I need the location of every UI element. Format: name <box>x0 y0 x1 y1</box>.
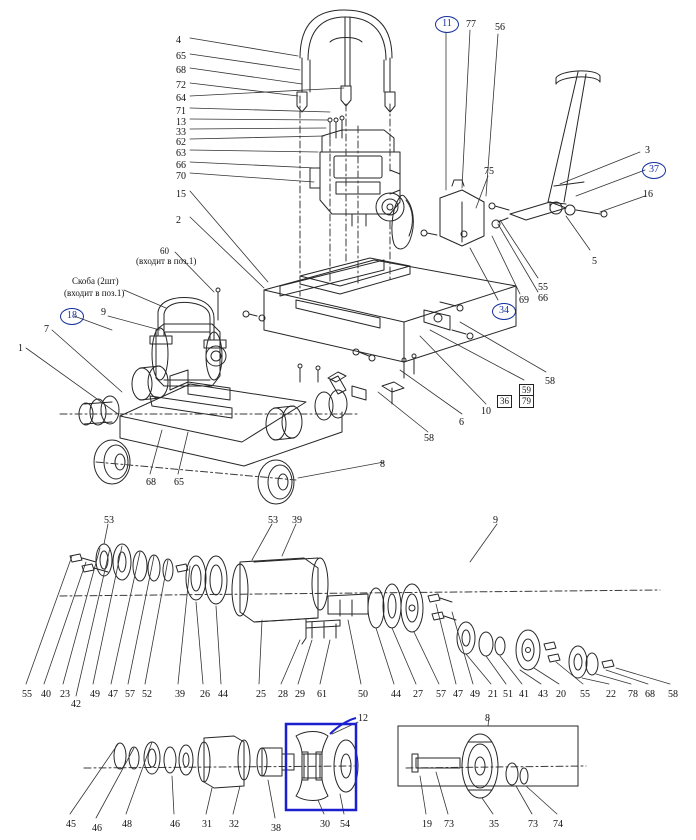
callout-53: 53 <box>104 515 114 526</box>
callout-64: 64 <box>176 93 186 104</box>
callout-66: 66 <box>538 293 548 304</box>
callout-16: 16 <box>643 189 653 200</box>
callout-63: 63 <box>176 148 186 159</box>
callout-69: 69 <box>519 295 529 306</box>
callout-mid-57: 57 <box>125 689 135 700</box>
callout-71: 71 <box>176 106 186 117</box>
callout-mid-27: 27 <box>413 689 423 700</box>
callout-mid-20: 20 <box>556 689 566 700</box>
callout-56: 56 <box>495 22 505 33</box>
callout-mid-23: 23 <box>60 689 70 700</box>
callout-mid-26: 26 <box>200 689 210 700</box>
callout-mid-78: 78 <box>628 689 638 700</box>
callout-mid-61: 61 <box>317 689 327 700</box>
callout-mid-43: 43 <box>538 689 548 700</box>
callout-58: 58 <box>545 376 555 387</box>
callout-mid-44: 44 <box>391 689 401 700</box>
callout-mid-68: 68 <box>645 689 655 700</box>
callout-bottom-38: 38 <box>271 823 281 834</box>
callout-4: 4 <box>176 35 181 46</box>
callout-33: 33 <box>176 127 186 138</box>
callout-6: 6 <box>459 417 464 428</box>
callout-66: 66 <box>176 160 186 171</box>
callout-7: 7 <box>44 324 49 335</box>
callout-mid-47: 47 <box>108 689 118 700</box>
callout-77: 77 <box>466 19 476 30</box>
callout-bottom-48: 48 <box>122 819 132 830</box>
callout-12: 12 <box>358 713 368 724</box>
callout-bottom-35: 35 <box>489 819 499 830</box>
callout-bottom-32: 32 <box>229 819 239 830</box>
callout-72: 72 <box>176 80 186 91</box>
callout-bottom-31: 31 <box>202 819 212 830</box>
callout-mid-51: 51 <box>503 689 513 700</box>
callout-13: 13 <box>176 117 186 128</box>
note-note-60b: (входит в поз.1) <box>136 256 197 266</box>
callout-3: 3 <box>645 145 650 156</box>
callout-10: 10 <box>481 406 491 417</box>
callout-mid-25: 25 <box>256 689 266 700</box>
callout-68: 68 <box>146 477 156 488</box>
callout-mid-55: 55 <box>580 689 590 700</box>
callout-mid-58: 58 <box>668 689 678 700</box>
callout-55: 55 <box>538 282 548 293</box>
note-note-skoba: Скоба (2шт) <box>72 276 119 286</box>
callout-bottom-73: 73 <box>528 819 538 830</box>
circled-callout-label: 11 <box>435 16 459 33</box>
callout-53: 53 <box>268 515 278 526</box>
callout-5: 5 <box>592 256 597 267</box>
boxed-callout-label: 79 <box>519 395 534 408</box>
callout-2: 2 <box>176 215 181 226</box>
callout-mid-55: 55 <box>22 689 32 700</box>
callout-1: 1 <box>18 343 23 354</box>
callout-65: 65 <box>174 477 184 488</box>
callout-9: 9 <box>493 515 498 526</box>
circled-callout-label: 18 <box>60 308 84 325</box>
callout-58: 58 <box>424 433 434 444</box>
callout-75: 75 <box>484 166 494 177</box>
callout-mid-47: 47 <box>453 689 463 700</box>
callout-15: 15 <box>176 189 186 200</box>
callout-8: 8 <box>485 713 490 724</box>
circled-callout-34 <box>492 303 516 320</box>
circled-callout-37 <box>642 162 666 179</box>
callout-mid-57: 57 <box>436 689 446 700</box>
boxed-callout-79 <box>519 395 534 408</box>
callout-70: 70 <box>176 171 186 182</box>
callout-bottom-46: 46 <box>92 823 102 834</box>
callout-8: 8 <box>380 459 385 470</box>
boxed-callout-36 <box>497 395 512 408</box>
callout-bottom-30: 30 <box>320 819 330 830</box>
callout-39: 39 <box>292 515 302 526</box>
callout-mid-41: 41 <box>519 689 529 700</box>
callout-mid-42: 42 <box>71 699 81 710</box>
callout-62: 62 <box>176 137 186 148</box>
callout-mid-21: 21 <box>488 689 498 700</box>
callout-68: 68 <box>176 65 186 76</box>
callout-mid-22: 22 <box>606 689 616 700</box>
callout-mid-40: 40 <box>41 689 51 700</box>
circled-callout-18 <box>60 308 84 325</box>
note-note-60: 60 <box>160 246 169 256</box>
callout-mid-52: 52 <box>142 689 152 700</box>
callout-mid-29: 29 <box>295 689 305 700</box>
callout-9: 9 <box>101 307 106 318</box>
circled-callout-label: 37 <box>642 162 666 179</box>
callout-mid-50: 50 <box>358 689 368 700</box>
callout-65: 65 <box>176 51 186 62</box>
boxed-callout-label: 59 <box>519 384 534 397</box>
boxed-callout-label: 36 <box>497 395 512 408</box>
callout-bottom-19: 19 <box>422 819 432 830</box>
callout-bottom-74: 74 <box>553 819 563 830</box>
circled-callout-label: 34 <box>492 303 516 320</box>
callout-mid-39: 39 <box>175 689 185 700</box>
callout-mid-44: 44 <box>218 689 228 700</box>
callout-bottom-54: 54 <box>340 819 350 830</box>
callout-bottom-46: 46 <box>170 819 180 830</box>
callout-bottom-45: 45 <box>66 819 76 830</box>
callout-mid-49: 49 <box>90 689 100 700</box>
callout-bottom-73: 73 <box>444 819 454 830</box>
callout-mid-28: 28 <box>278 689 288 700</box>
note-note-skoba2: (входит в поз.1) <box>64 288 125 298</box>
callout-mid-49: 49 <box>470 689 480 700</box>
circled-callout-11 <box>435 16 459 33</box>
